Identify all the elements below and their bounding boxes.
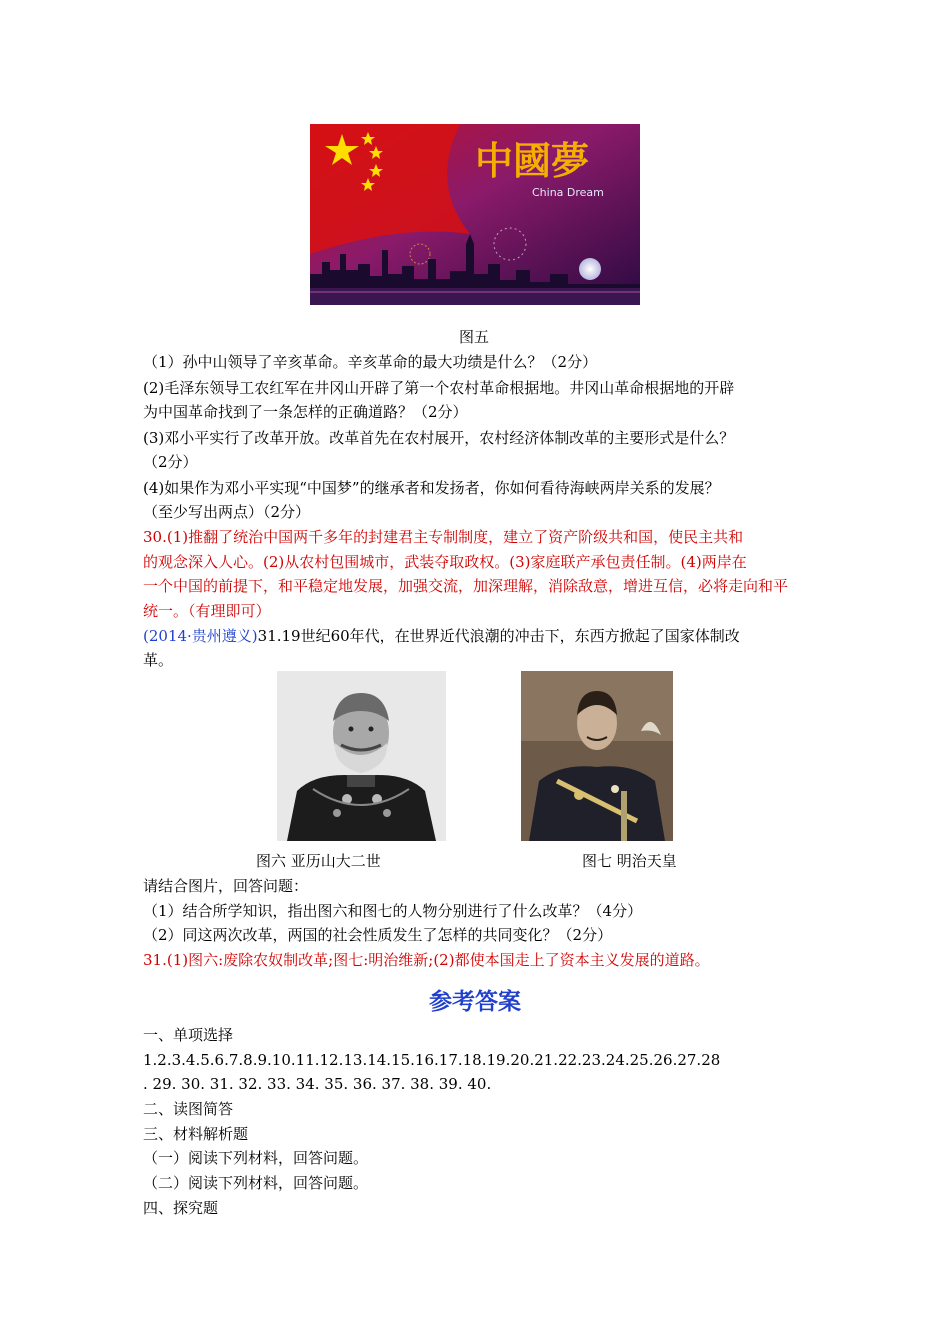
a30-line-3: 一个中国的前提下，和平稳定地发展，加强交流，加深理解，消除敌意，增进互信，必将走向和平 xyxy=(143,577,789,595)
q30-line-5: （2分） xyxy=(143,453,198,471)
q31-line-3: 请结合图片，回答问题： xyxy=(143,877,309,895)
china-dream-title-art: 中國夢 xyxy=(475,138,590,183)
a31-line-1: 31.(1)图六:废除农奴制改革;图七:明治维新;(2)都使本国走上了资本主义发展的道路。 xyxy=(143,951,710,969)
q30-line-7: （至少写出两点）（2分） xyxy=(143,503,311,521)
china-dream-subtitle-art: China Dream xyxy=(532,186,604,199)
section-3b: （二）阅读下列材料，回答问题。 xyxy=(143,1174,369,1192)
section-2-title: 二、读图简答 xyxy=(143,1100,234,1118)
q30-line-1: （1）孙中山领导了辛亥革命。辛亥革命的最大功绩是什么？（2分） xyxy=(143,353,598,371)
q31-line-1-text: 31.19世纪60年代，在世界近代浪潮的冲击下，东西方掀起了国家体制改 xyxy=(257,627,740,645)
section-3a: （一）阅读下列材料，回答问题。 xyxy=(143,1149,369,1167)
section-1-title: 一、单项选择 xyxy=(143,1026,234,1044)
answers-heading: 参考答案 xyxy=(429,989,521,1015)
q31-line-4: （1）结合所学知识，指出图六和图七的人物分别进行了什么改革？（4分） xyxy=(143,902,643,920)
q31-line-5: （2）同这两次改革，两国的社会性质发生了怎样的共同变化？（2分） xyxy=(143,926,613,944)
section-4-title: 四、探究题 xyxy=(143,1199,219,1217)
a30-line-4: 统一。（有理即可） xyxy=(143,602,271,620)
q30-line-4: (3)邓小平实行了改革开放。改革首先在农村展开，农村经济体制改革的主要形式是什么？ xyxy=(143,429,735,447)
q30-line-3: 为中国革命找到了一条怎样的正确道路？（2分） xyxy=(143,403,468,421)
figure7-caption: 图七 明治天皇 xyxy=(582,852,677,870)
q31-source: (2014·贵州遵义) xyxy=(143,627,258,645)
meiji-emperor-portrait xyxy=(521,671,673,841)
q31-line-2: 革。 xyxy=(143,651,174,669)
china-dream-illustration xyxy=(310,124,640,305)
alexander-ii-portrait-art xyxy=(277,671,446,841)
meiji-emperor-portrait-art xyxy=(521,671,673,841)
answer-numbers-1: 1.2.3.4.5.6.7.8.9.10.11.12.13.14.15.16.17.18.19.20.21.22.23.24.25.26.27.28 xyxy=(143,1051,721,1069)
section-3-title: 三、材料解析题 xyxy=(143,1125,249,1143)
china-dream-image xyxy=(310,124,640,305)
alexander-ii-portrait xyxy=(277,671,446,841)
q30-line-2: (2)毛泽东领导工农红军在井冈山开辟了第一个农村革命根据地。井冈山革命根据地的开辟 xyxy=(143,379,735,397)
answer-numbers-2: . 29. 30. 31. 32. 33. 34. 35. 36. 37. 38. 39. 40. xyxy=(143,1075,492,1093)
q30-line-6: (4)如果作为邓小平实现“中国梦”的继承者和发扬者，你如何看待海峡两岸关系的发展？ xyxy=(143,479,720,497)
a30-line-2: 的观念深入人心。(2)从农村包围城市，武装夺取政权。(3)家庭联产承包责任制。(4)两岸在 xyxy=(143,553,747,571)
figure5-caption: 图五 xyxy=(459,328,490,346)
q31-line-1 xyxy=(143,626,740,646)
figure6-caption: 图六 亚历山大二世 xyxy=(256,852,381,870)
a30-line-1: 30.(1)推翻了统治中国两千多年的封建君主专制制度，建立了资产阶级共和国，使民主共和 xyxy=(143,528,744,546)
